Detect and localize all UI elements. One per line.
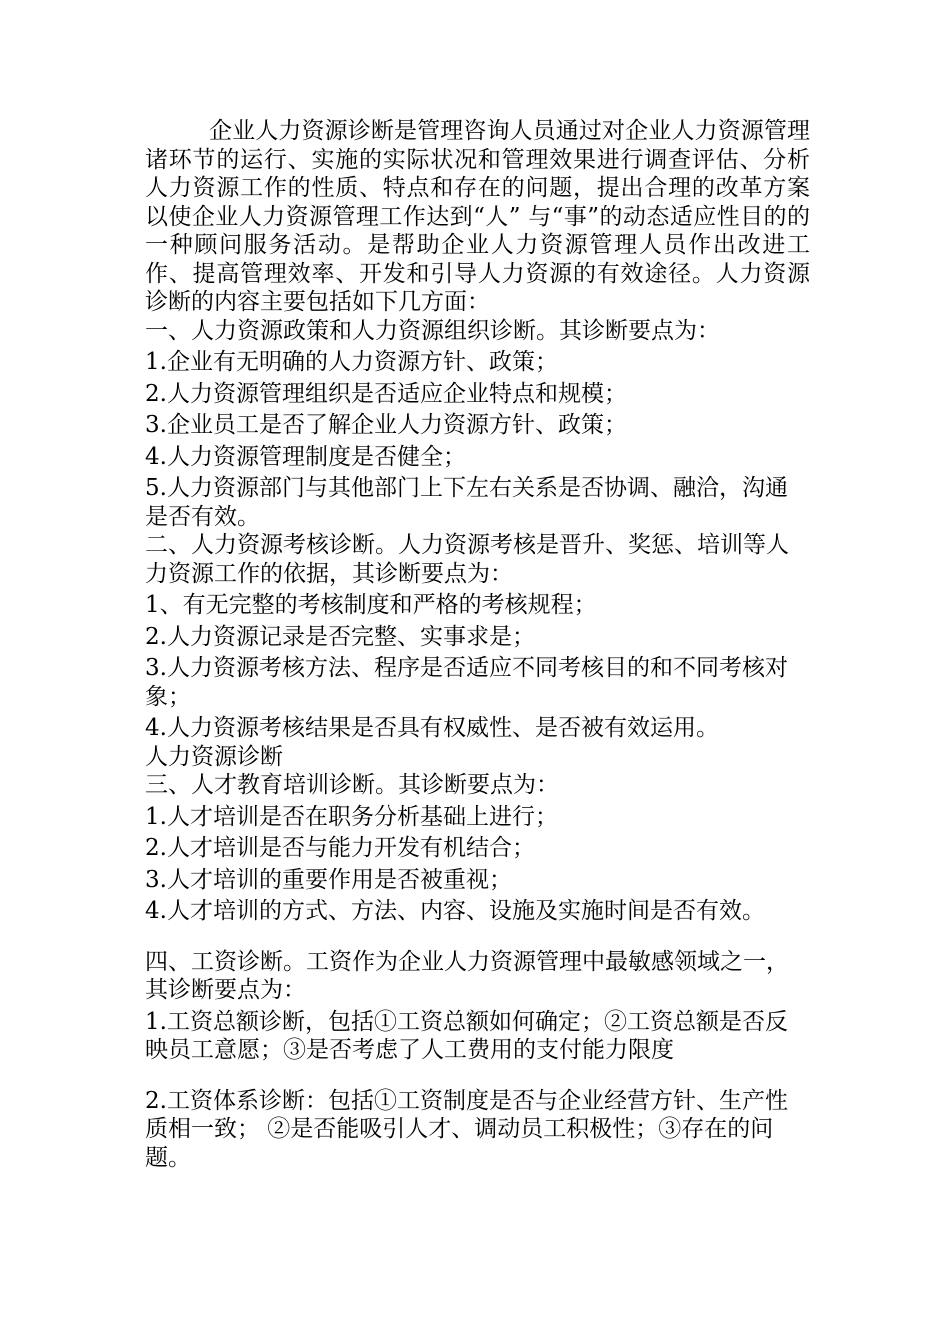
section1-item-2: 2.人力资源管理组织是否适应企业特点和规模； bbox=[145, 380, 627, 407]
section1-heading: 一、人力资源政策和人力资源组织诊断。其诊断要点为： bbox=[145, 317, 720, 344]
section3-heading: 三、人才教育培训诊断。其诊断要点为： bbox=[145, 772, 559, 798]
section4-item-1: 1.工资总额诊断，包括①工资总额如何确定；②工资总额是否反映员工意愿；③是否考虑了人工费用的支付能力限度 bbox=[145, 1008, 788, 1063]
section1-item-4: 4.人力资源管理制度是否健全； bbox=[145, 443, 466, 470]
intro-paragraph: 企业人力资源诊断是管理咨询人员通过对企业人力资源管理诸环节的运行、实施的实际状况和管理效果进行调查评估、分析人力资源工作的性质、特点和存在的问题，提出合理的改革方案以使企业人力资源管理工作达到“人” 与“事”的动态适应性目的的一种顾问服务活动。是帮助企业人力资源管理人员作出改进工作、提高管理效率、开发和引导人力资源的有效途径。人力资源诊断的内容主要包括如下几方面： bbox=[145, 118, 810, 315]
section2-item-3: 3.人力资源考核方法、程序是否适应不同考核目的和不同考核对象； bbox=[145, 655, 788, 710]
section3-item-1: 1.人才培训是否在职务分析基础上进行； bbox=[145, 803, 558, 830]
section4-item-2: 2.工资体系诊断：包括①工资制度是否与企业经营方针、生产性质相一致； ②是否能吸引人才、调动员工积极性；③存在的问题。 bbox=[145, 1087, 788, 1171]
section2-heading: 二、人力资源考核诊断。人力资源考核是晋升、奖惩、培训等人力资源工作的依据，其诊断要点为： bbox=[145, 532, 789, 587]
section4-heading: 四、工资诊断。工资作为企业人力资源管理中最敏感领域之一，其诊断要点为： bbox=[145, 948, 789, 1003]
section1-item-5: 5.人力资源部门与其他部门上下左右关系是否协调、融洽，沟通是否有效。 bbox=[145, 475, 788, 530]
standalone-title: 人力资源诊断 bbox=[145, 743, 283, 770]
section2-item-1: 1、有无完整的考核制度和严格的考核规程； bbox=[145, 592, 597, 618]
section3-item-4: 4.人才培训的方式、方法、内容、设施及实施时间是否有效。 bbox=[145, 898, 765, 924]
section2-item-2: 2.人力资源记录是否完整、实事求是； bbox=[145, 623, 535, 650]
section1-item-3: 3.企业员工是否了解企业人力资源方针、政策； bbox=[145, 412, 627, 438]
section3-item-3: 3.人才培训的重要作用是否被重视； bbox=[145, 866, 512, 893]
section3-item-2: 2.人才培训是否与能力开发有机结合； bbox=[145, 835, 535, 861]
section2-item-4: 4.人力资源考核结果是否具有权威性、是否被有效运用。 bbox=[145, 715, 719, 741]
section1-item-1: 1.企业有无明确的人力资源方针、政策； bbox=[145, 349, 558, 375]
document-body bbox=[145, 117, 810, 1172]
